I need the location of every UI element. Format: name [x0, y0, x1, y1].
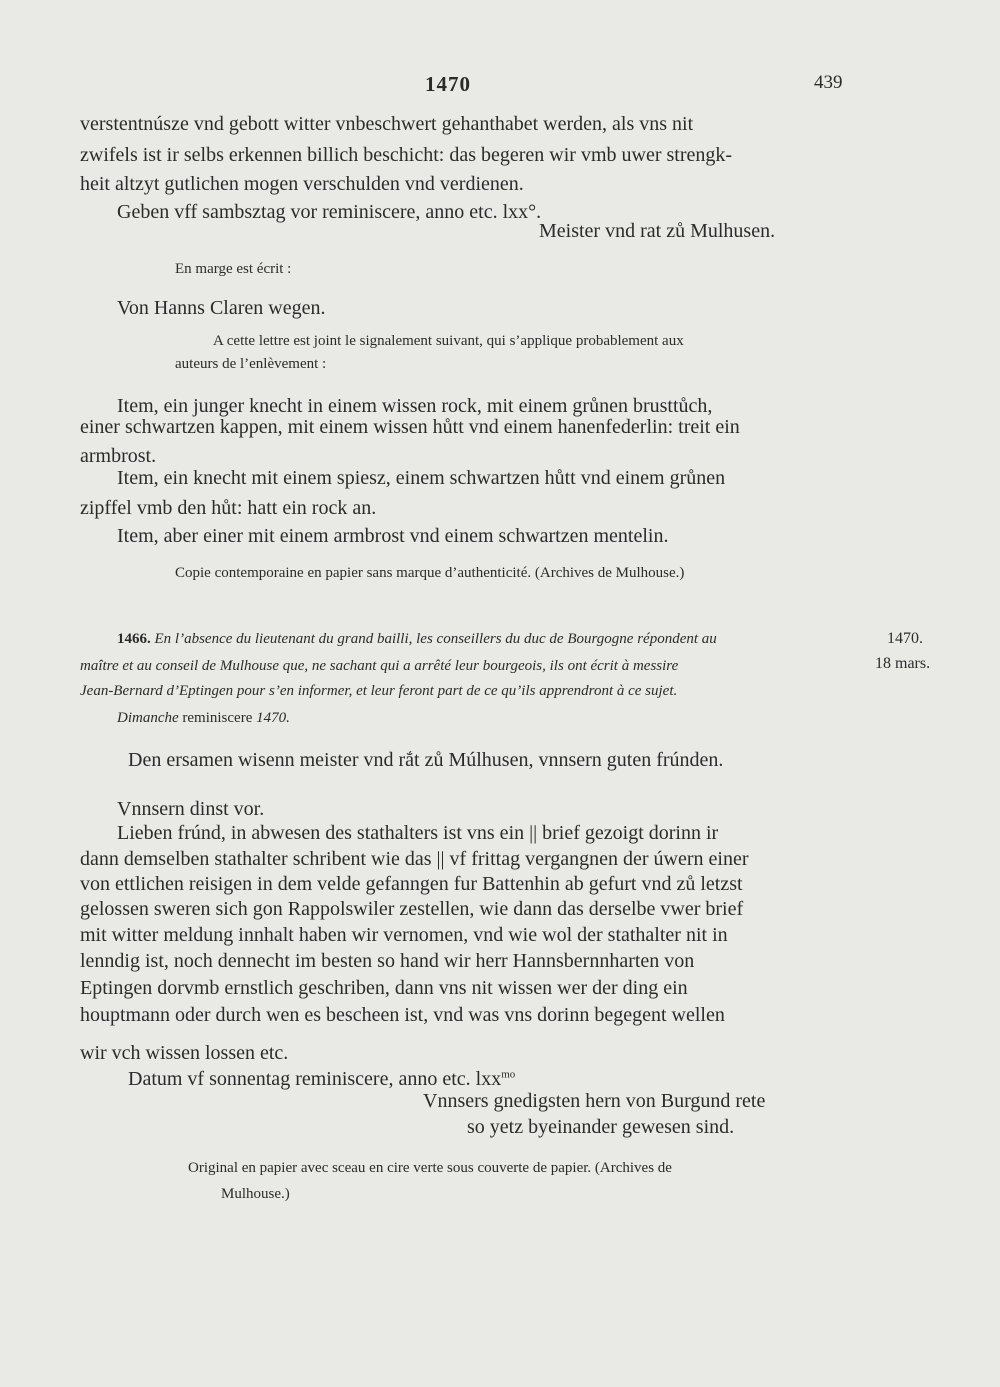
document-summary-line: [117, 631, 717, 648]
body-line: lenndig ist, noch dennecht im besten so hand wir herr Hannsbernnharten von: [80, 950, 695, 972]
dated-text: Datum vf sonnentag reminiscere, anno etc. lxx: [128, 1068, 502, 1090]
source-note: Mulhouse.): [221, 1186, 290, 1202]
body-line: houptmann oder durch wen es bescheen ist, vnd was vns dorinn begegent wellen: [80, 1004, 725, 1026]
item-line: einer schwartzen kappen, mit einem wissen hůtt vnd einem hanenfederlin: treit ein: [80, 416, 740, 438]
margin-note-text: Von Hanns Claren wegen.: [117, 297, 326, 319]
summary-text: maître et au conseil de Mulhouse que, ne sachant qui a arrêté leur bourgeois, ils ont écrit à messire: [80, 658, 679, 674]
body-line: mit witter meldung innhalt haben wir vernomen, vnd wie wol der stathalter nit in: [80, 924, 728, 946]
source-note: Original en papier avec sceau en cire verte sous couverte de papier. (Archives de: [188, 1160, 672, 1176]
signature-line: Meister vnd rat zů Mulhusen.: [539, 220, 776, 242]
body-line: von ettlichen reisigen in dem velde gefanngen fur Battenhin ab gefurt vnd zů letzst: [80, 873, 743, 895]
date-feast: reminiscere: [182, 710, 253, 726]
body-line: Eptingen dorvmb ernstlich geschriben, dann vns nit wissen wer der ding ein: [80, 977, 688, 999]
greeting-line: Vnnsern dinst vor.: [117, 798, 265, 820]
text-line: verstentnúsze vnd gebott witter vnbeschwert gehanthabet werden, als vns nit: [80, 113, 694, 135]
running-header-year: 1470: [425, 72, 471, 96]
address-line: Den ersamen wisenn meister vnd rắt zů Múlhusen, vnnsern guten frúnden.: [128, 749, 724, 771]
source-note: Copie contemporaine en papier sans marque d’authenticité. (Archives de Mulhouse.): [175, 565, 685, 581]
closing-line: so yetz byeinander gewesen sind.: [467, 1116, 735, 1138]
text-line: heit altzyt gutlichen mogen verschulden vnd verdienen.: [80, 173, 524, 195]
document-number: 1466.: [117, 631, 151, 647]
item-line: Item, ein junger knecht in einem wissen rock, mit einem grůnen brusttůch,: [117, 395, 713, 417]
date-day: Dimanche: [117, 710, 179, 726]
document-date-line: [117, 710, 290, 727]
dated-line: [128, 1068, 515, 1091]
item-line: Item, ein knecht mit einem spiesz, einem schwartzen hůtt vnd einem grůnen: [117, 467, 726, 489]
date-year: 1470.: [256, 710, 290, 726]
body-line: gelossen sweren sich gon Rappolswiler zestellen, wie dann das derselbe vwer brief: [80, 898, 744, 920]
body-line: dann demselben stathalter schribent wie das || vf frittag vergangnen der úwern einer: [80, 848, 749, 870]
dated-superscript: mo: [501, 1068, 516, 1081]
summary-text: Jean-Bernard d’Eptingen pour s’en informer, et leur feront part de ce qu’ils apprendront à ce sujet.: [80, 683, 678, 699]
page-number: 439: [814, 72, 843, 93]
text-line: zwifels ist ir selbs erkennen billich beschicht: das begeren wir vmb uwer strengk-: [80, 144, 733, 166]
item-line: armbrost.: [80, 445, 157, 467]
attachment-intro: auteurs de l’enlèvement :: [175, 356, 327, 372]
margin-note-label: En marge est écrit :: [175, 261, 292, 277]
side-date: 18 mars.: [875, 655, 931, 672]
body-line: Lieben frúnd, in abwesen des stathalters ist vns ein || brief gezoigt dorinn ir: [117, 822, 719, 844]
attachment-intro: A cette lettre est joint le signalement suivant, qui s’applique probablement aux: [213, 333, 684, 349]
side-year: 1470.: [887, 630, 923, 647]
dating-line: Geben vff sambsztag vor reminiscere, anno etc. lxx°.: [117, 201, 542, 223]
item-line: zipffel vmb den hůt: hatt ein rock an.: [80, 497, 377, 519]
summary-text: En l’absence du lieutenant du grand bailli, les conseillers du duc de Bourgogne répondent au: [154, 631, 717, 647]
body-line: wir vch wissen lossen etc.: [80, 1042, 289, 1064]
closing-line: Vnnsers gnedigsten hern von Burgund rete: [423, 1090, 766, 1112]
item-line: Item, aber einer mit einem armbrost vnd einem schwartzen mentelin.: [117, 525, 669, 547]
